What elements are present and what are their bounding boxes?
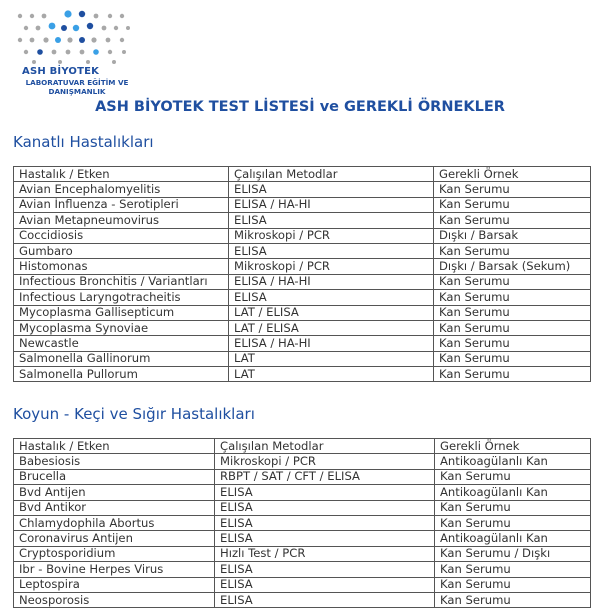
logo-brand: ASH BİYOTEK <box>22 66 100 77</box>
logo-dot <box>61 25 67 31</box>
logo-dot <box>49 23 56 30</box>
cell-sample: Kan Serumu <box>434 290 591 305</box>
document-title: ASH BİYOTEK TEST LİSTESİ ve GEREKLİ ÖRNEKLER <box>95 99 505 115</box>
cell-sample: Kan Serumu <box>435 500 591 515</box>
table-row <box>14 274 591 289</box>
cell-disease: Chlamydophila Abortus <box>14 515 215 530</box>
header-disease: Hastalık / Etken <box>14 167 229 182</box>
logo-dot <box>32 60 36 64</box>
logo-dot <box>120 14 124 18</box>
table-row <box>14 454 591 469</box>
cell-methods: LAT <box>229 351 434 366</box>
cell-methods: RBPT / SAT / CFT / ELISA <box>215 469 435 484</box>
logo-subtitle-line1: LABORATUVAR EĞİTİM VE <box>25 78 129 87</box>
cell-methods: ELISA / HA-HI <box>229 197 434 212</box>
cell-sample: Kan Serumu / Dışkı <box>435 546 591 561</box>
section-title-poultry: Kanatlı Hastalıkları <box>13 133 154 151</box>
cell-sample: Kan Serumu <box>434 367 591 382</box>
cell-methods: LAT / ELISA <box>229 305 434 320</box>
cell-disease: Salmonella Pullorum <box>14 367 229 382</box>
logo-dot <box>30 38 35 43</box>
logo-dot <box>80 50 85 55</box>
logo-dot <box>114 26 118 30</box>
logo-dot <box>58 60 62 64</box>
cell-disease: Cryptosporidium <box>14 546 215 561</box>
cell-disease: Avian Metapneumovirus <box>14 213 229 228</box>
logo-dot <box>108 50 112 54</box>
logo-dot <box>55 37 61 43</box>
logo-dot <box>122 50 126 54</box>
table-row <box>14 259 591 274</box>
table-row <box>14 367 591 382</box>
logo-dots-graphic <box>12 6 142 68</box>
cell-disease: Avian Encephalomyelitis <box>14 182 229 197</box>
cell-disease: Gumbaro <box>14 243 229 258</box>
logo-dot <box>126 26 130 30</box>
cell-sample: Kan Serumu <box>434 320 591 335</box>
cell-disease: Infectious Laryngotracheitis <box>14 290 229 305</box>
cell-disease: Coccidiosis <box>14 228 229 243</box>
table-row <box>14 546 591 561</box>
header-methods: Çalışılan Metodlar <box>215 439 435 454</box>
table-row <box>14 531 591 546</box>
cell-disease: Salmonella Gallinorum <box>14 351 229 366</box>
cell-methods: ELISA <box>229 290 434 305</box>
cell-disease: Babesiosis <box>14 454 215 469</box>
logo-dot <box>79 11 85 17</box>
cell-methods: ELISA <box>229 213 434 228</box>
logo-dot <box>106 38 111 43</box>
table-header-row <box>14 167 591 182</box>
logo-dot <box>52 50 57 55</box>
cell-methods: LAT <box>229 367 434 382</box>
logo-subtitle <box>12 78 142 96</box>
cell-sample: Antikoagülanlı Kan <box>435 454 591 469</box>
cell-disease: Coronavirus Antijen <box>14 531 215 546</box>
logo-dot <box>64 10 71 17</box>
cell-methods: ELISA <box>215 485 435 500</box>
cell-disease: Bvd Antijen <box>14 485 215 500</box>
cell-methods: Mikroskopi / PCR <box>229 228 434 243</box>
cell-disease: Newcastle <box>14 336 229 351</box>
table-row <box>14 290 591 305</box>
cell-disease: Mycoplasma Synoviae <box>14 320 229 335</box>
logo-dot <box>24 26 28 30</box>
cell-methods: ELISA <box>215 515 435 530</box>
cell-disease: Leptospira <box>14 577 215 592</box>
table-row <box>14 243 591 258</box>
cell-disease: Avian İnfluenza - Serotipleri <box>14 197 229 212</box>
cell-sample: Kan Serumu <box>435 562 591 577</box>
cell-methods: Hızlı Test / PCR <box>215 546 435 561</box>
cell-sample: Kan Serumu <box>434 336 591 351</box>
table-row <box>14 197 591 212</box>
logo-dot <box>93 49 99 55</box>
cell-sample: Kan Serumu <box>434 213 591 228</box>
cell-sample: Kan Serumu <box>435 515 591 530</box>
company-logo <box>12 6 142 98</box>
table-row <box>14 351 591 366</box>
logo-dot <box>18 38 22 42</box>
logo-dot <box>66 50 71 55</box>
table-row <box>14 469 591 484</box>
logo-dot <box>42 14 47 19</box>
table-row <box>14 515 591 530</box>
table-row <box>14 485 591 500</box>
cell-sample: Kan Serumu <box>434 351 591 366</box>
cell-disease: Mycoplasma Gallisepticum <box>14 305 229 320</box>
table-row <box>14 182 591 197</box>
cell-sample: Kan Serumu <box>435 469 591 484</box>
cell-methods: ELISA / HA-HI <box>229 274 434 289</box>
table-row <box>14 305 591 320</box>
cell-sample: Kan Serumu <box>434 182 591 197</box>
cell-sample: Dışkı / Barsak <box>434 228 591 243</box>
cell-methods: Mikroskopi / PCR <box>215 454 435 469</box>
cell-methods: ELISA <box>229 182 434 197</box>
header-methods: Çalışılan Metodlar <box>229 167 434 182</box>
table-ruminant <box>13 438 591 608</box>
logo-dot <box>36 26 41 31</box>
table-poultry <box>13 166 591 382</box>
logo-dot <box>87 23 93 29</box>
logo-dot <box>108 14 112 18</box>
logo-dot <box>67 37 72 42</box>
table-body-poultry <box>14 182 591 382</box>
cell-disease: Brucella <box>14 469 215 484</box>
logo-dot <box>24 50 28 54</box>
section-title-ruminant: Koyun - Keçi ve Sığır Hastalıkları <box>13 405 255 423</box>
table-row <box>14 228 591 243</box>
header-sample: Gerekli Örnek <box>434 167 591 182</box>
cell-disease: Histomonas <box>14 259 229 274</box>
cell-sample: Antikoagülanlı Kan <box>435 485 591 500</box>
logo-dot <box>86 60 90 64</box>
logo-dot <box>79 37 85 43</box>
logo-dot <box>30 14 34 18</box>
cell-sample: Antikoagülanlı Kan <box>435 531 591 546</box>
cell-methods: ELISA / HA-HI <box>229 336 434 351</box>
cell-sample: Kan Serumu <box>434 243 591 258</box>
cell-methods: ELISA <box>215 577 435 592</box>
logo-dot <box>18 14 22 18</box>
table-body-ruminant <box>14 454 591 608</box>
header-disease: Hastalık / Etken <box>14 439 215 454</box>
cell-sample: Kan Serumu <box>435 592 591 607</box>
cell-methods: ELISA <box>215 592 435 607</box>
cell-methods: ELISA <box>215 531 435 546</box>
logo-dot <box>112 60 116 64</box>
cell-methods: ELISA <box>229 243 434 258</box>
table-row <box>14 320 591 335</box>
logo-dot <box>73 25 79 31</box>
cell-sample: Kan Serumu <box>435 577 591 592</box>
logo-dot <box>102 26 107 31</box>
cell-disease: Ibr - Bovine Herpes Virus <box>14 562 215 577</box>
logo-dot <box>91 37 96 42</box>
cell-methods: LAT / ELISA <box>229 320 434 335</box>
cell-methods: ELISA <box>215 500 435 515</box>
cell-disease: Infectious Bronchitis / Variantları <box>14 274 229 289</box>
cell-sample: Kan Serumu <box>434 197 591 212</box>
cell-disease: Bvd Antikor <box>14 500 215 515</box>
cell-disease: Neosporosis <box>14 592 215 607</box>
cell-sample: Dışkı / Barsak (Sekum) <box>434 259 591 274</box>
logo-subtitle-line2: DANIŞMANLIK <box>48 87 106 96</box>
logo-dot <box>120 38 124 42</box>
table-row <box>14 213 591 228</box>
cell-sample: Kan Serumu <box>434 305 591 320</box>
header-sample: Gerekli Örnek <box>435 439 591 454</box>
table-row <box>14 562 591 577</box>
table-row <box>14 577 591 592</box>
table-row <box>14 500 591 515</box>
logo-dot <box>37 49 43 55</box>
logo-dot <box>94 14 99 19</box>
cell-sample: Kan Serumu <box>434 274 591 289</box>
table-header-row <box>14 439 591 454</box>
logo-dot <box>43 37 48 42</box>
cell-methods: Mikroskopi / PCR <box>229 259 434 274</box>
table-row <box>14 592 591 607</box>
table-row <box>14 336 591 351</box>
cell-methods: ELISA <box>215 562 435 577</box>
